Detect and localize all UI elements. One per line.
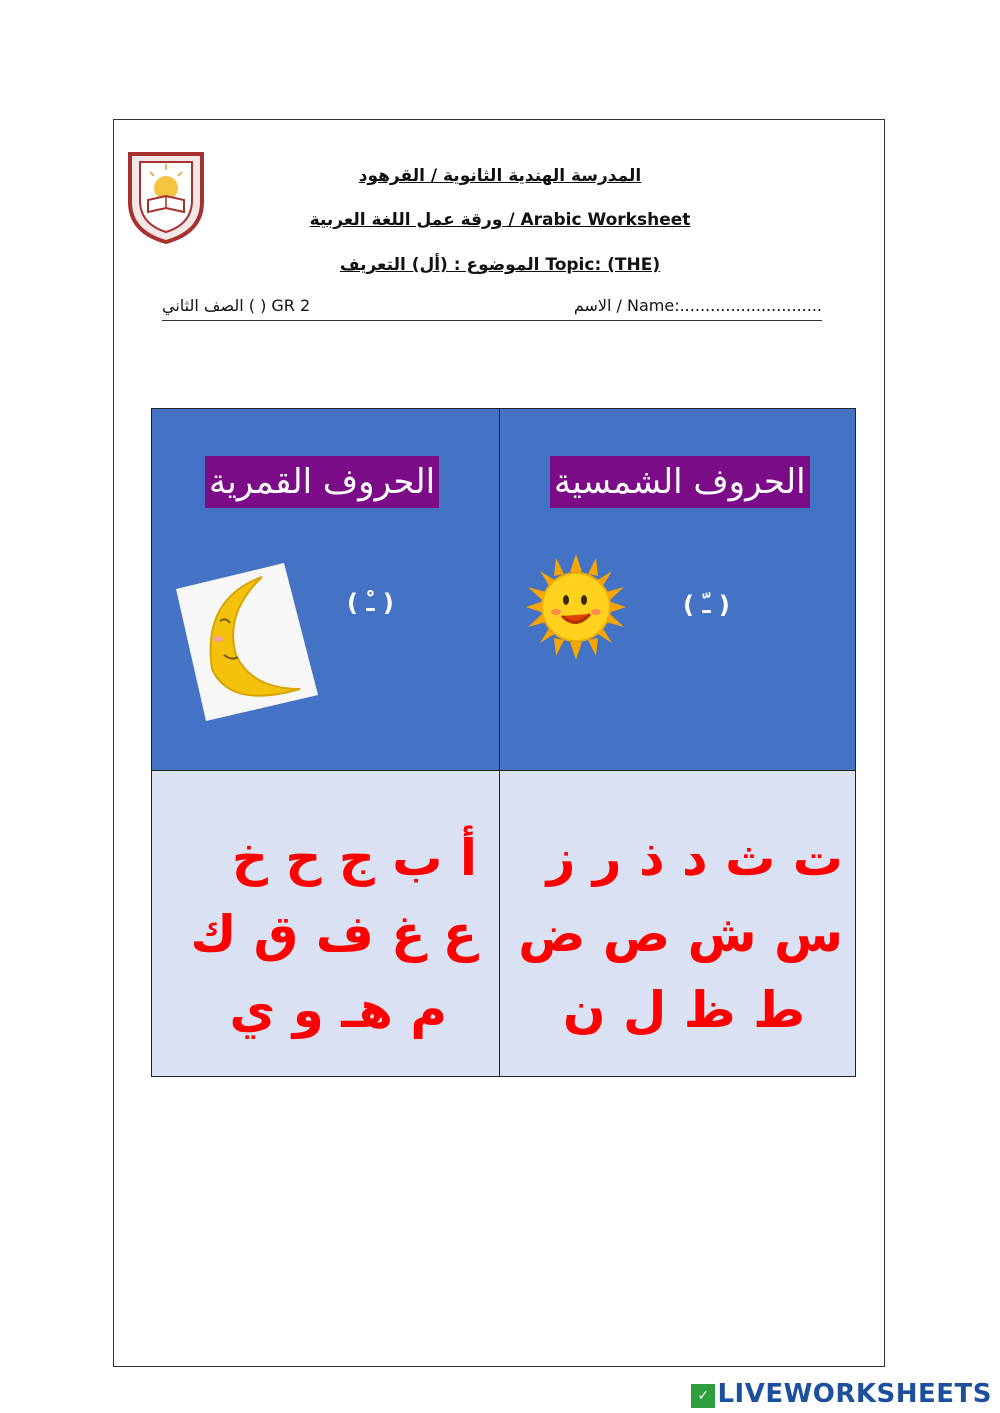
sun-row-1: ت ث د ذ ر ز [546, 829, 843, 887]
name-field[interactable]: الاسم / Name:............................ [573, 296, 822, 315]
moon-row-3: م هـ و ي [229, 981, 447, 1039]
sun-icon [526, 554, 626, 660]
worksheet-title: ورقة عمل اللغة العربية / Arabic Worksheet [309, 210, 691, 230]
sun-header-cell [499, 409, 855, 770]
moon-letters-title: الحروف القمرية [205, 456, 439, 508]
sun-letters-title: الحروف الشمسية [550, 456, 810, 508]
sun-row-2: س ش ص ض [518, 905, 843, 963]
moon-header-cell [152, 409, 499, 770]
topic-line: الموضوع : (أل) التعريف Topic: (THE) [339, 255, 661, 275]
shadda-mark: ( ـّ ) [683, 591, 730, 619]
name-grade-row [162, 296, 822, 321]
brand-text: LIVEWORKSHEETS [717, 1379, 992, 1409]
liveworksheets-icon: ✓ [691, 1384, 715, 1408]
moon-row-1: أ ب ج ح خ [231, 829, 477, 887]
grade-field: الصف الثاني ( ) GR 2 [162, 296, 311, 315]
moon-letters-cell [152, 770, 499, 1076]
letters-table [151, 408, 856, 1077]
school-logo [126, 150, 206, 245]
sun-letters-cell [499, 770, 855, 1076]
crescent-moon-icon [172, 559, 322, 724]
sukun-mark: ( ـْ ) [347, 589, 394, 617]
moon-row-2: ع غ ف ق ك [190, 905, 477, 963]
sun-row-3: ط ظ ل ن [562, 981, 805, 1039]
school-name: المدرسة الهندية الثانوية / القرهود [358, 166, 642, 186]
liveworksheets-logo[interactable] [691, 1379, 992, 1409]
